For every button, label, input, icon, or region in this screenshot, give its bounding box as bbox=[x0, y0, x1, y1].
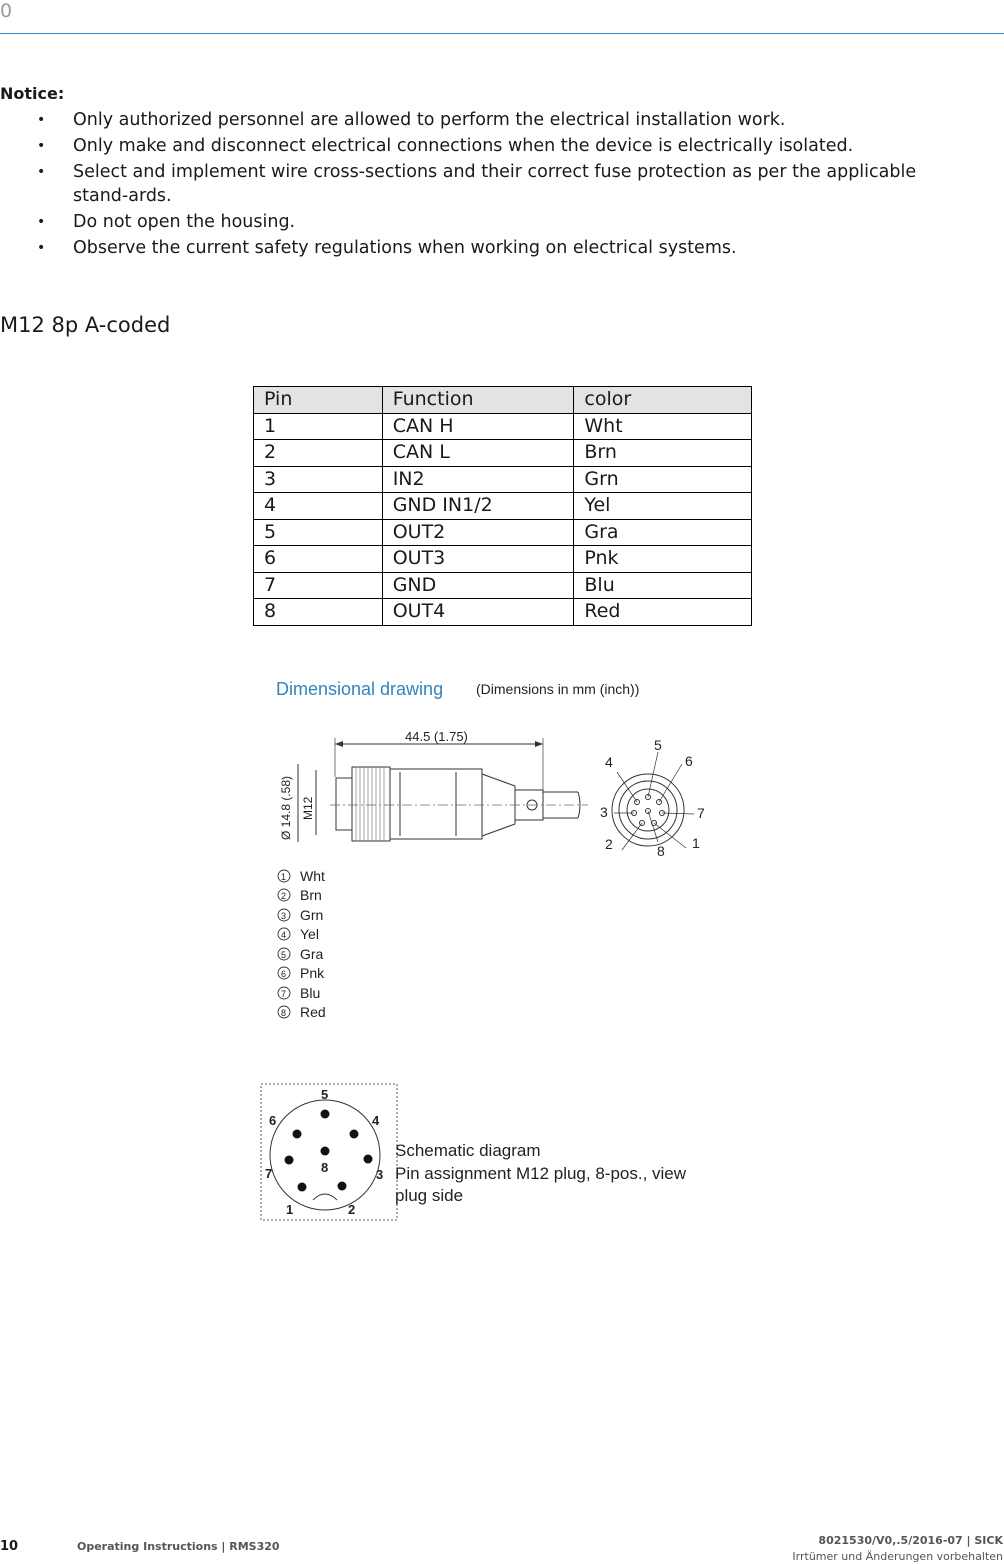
front-pin-number: 1 bbox=[692, 835, 700, 851]
table-row bbox=[254, 466, 752, 493]
front-pin-number: 6 bbox=[685, 753, 693, 769]
notice-item: • Do not open the housing. bbox=[37, 212, 296, 232]
legend-item bbox=[278, 946, 324, 962]
schematic-pin-number: 4 bbox=[372, 1113, 380, 1128]
schematic-caption-line2: Pin assignment M12 plug, 8-pos., view bbox=[395, 1164, 687, 1183]
legend-item bbox=[278, 985, 320, 1001]
pin-dot bbox=[298, 1183, 307, 1192]
function-cell: CAN L bbox=[382, 440, 574, 467]
svg-text:Brn: Brn bbox=[300, 887, 322, 903]
function-cell: GND bbox=[382, 572, 574, 599]
svg-text:Gra: Gra bbox=[300, 946, 324, 962]
connector-body bbox=[336, 767, 580, 841]
color-cell: Blu bbox=[574, 572, 752, 599]
schematic-diagram bbox=[258, 1080, 738, 1225]
pin-cell: 7 bbox=[254, 572, 383, 599]
color-legend bbox=[278, 868, 326, 1020]
svg-text:7: 7 bbox=[281, 989, 287, 999]
schematic-pin-number: 1 bbox=[286, 1202, 294, 1217]
header-rule bbox=[0, 33, 1004, 34]
front-pin-number: 5 bbox=[654, 737, 662, 753]
pin-dot bbox=[321, 1147, 330, 1156]
table-row bbox=[254, 599, 752, 626]
drawing-subtitle: (Dimensions in mm (inch)) bbox=[476, 681, 640, 697]
table-row bbox=[254, 546, 752, 573]
bullet-icon: • bbox=[37, 138, 46, 154]
front-pin-number: 4 bbox=[605, 754, 613, 770]
svg-text:Yel: Yel bbox=[300, 926, 319, 942]
notice-item: • Only make and disconnect electrical connections when the device is electrically isolated. bbox=[37, 136, 854, 156]
function-cell: CAN H bbox=[382, 413, 574, 440]
pin-cell: 5 bbox=[254, 519, 383, 546]
document-title: Operating Instructions | RMS320 bbox=[77, 1540, 280, 1553]
legend-item bbox=[278, 868, 325, 884]
page-number: 10 bbox=[0, 1539, 19, 1554]
legend-item bbox=[278, 887, 322, 903]
color-cell: Grn bbox=[574, 466, 752, 493]
legend-item bbox=[278, 907, 323, 923]
pin-dot bbox=[350, 1130, 359, 1139]
pin-dot bbox=[321, 1110, 330, 1119]
connector-front-view bbox=[612, 752, 694, 850]
table-row bbox=[254, 572, 752, 599]
legend-item bbox=[278, 1004, 326, 1020]
notice-item: • Only authorized personnel are allowed to perform the electrical installation work. bbox=[37, 110, 786, 130]
schematic-pin-number: 7 bbox=[265, 1166, 273, 1181]
front-pin-number: 8 bbox=[657, 843, 665, 859]
table-header-row bbox=[254, 387, 752, 414]
bullet-icon: • bbox=[37, 164, 46, 180]
drawing-title: Dimensional drawing bbox=[276, 679, 444, 699]
function-cell: OUT2 bbox=[382, 519, 574, 546]
front-pin-number: 3 bbox=[600, 804, 608, 820]
pin-dot bbox=[293, 1130, 302, 1139]
schematic-caption-line1: Schematic diagram bbox=[395, 1141, 541, 1160]
plug-key bbox=[313, 1194, 337, 1200]
svg-text:1: 1 bbox=[281, 872, 287, 882]
schematic-pin-number: 8 bbox=[321, 1160, 329, 1175]
notice-list bbox=[0, 108, 990, 262]
arrow-left-icon bbox=[335, 741, 343, 747]
pin-cell: 4 bbox=[254, 493, 383, 520]
pin-cell: 3 bbox=[254, 466, 383, 493]
legend-item bbox=[278, 965, 325, 981]
pin-dot bbox=[364, 1155, 373, 1164]
color-cell: Brn bbox=[574, 440, 752, 467]
schematic-pin-number: 3 bbox=[376, 1167, 384, 1182]
function-cell: OUT4 bbox=[382, 599, 574, 626]
diameter-label: Ø 14.8 (.58) bbox=[279, 775, 293, 840]
svg-text:Grn: Grn bbox=[300, 907, 324, 923]
table-row bbox=[254, 440, 752, 467]
schematic-caption-line3: plug side bbox=[395, 1186, 464, 1205]
notice-item: • Select and implement wire cross-sections and their correct fuse protection as per the applicable stand-ards. bbox=[37, 162, 917, 206]
notice-item: • Observe the current safety regulations when working on electrical systems. bbox=[37, 238, 737, 258]
schematic-pin-number: 6 bbox=[269, 1113, 277, 1128]
bullet-icon: • bbox=[37, 240, 46, 256]
color-cell: Red bbox=[574, 599, 752, 626]
page-footer bbox=[0, 1536, 1004, 1564]
svg-text:5: 5 bbox=[281, 950, 287, 960]
svg-text:6: 6 bbox=[281, 969, 287, 979]
thread-label: M12 bbox=[301, 796, 315, 820]
function-cell: GND IN1/2 bbox=[382, 493, 574, 520]
header-pin: Pin bbox=[254, 387, 383, 414]
arrow-right-icon bbox=[535, 741, 543, 747]
svg-text:3: 3 bbox=[281, 911, 287, 921]
svg-text:Blu: Blu bbox=[300, 985, 321, 1001]
table-row bbox=[254, 493, 752, 520]
schematic-pin-number: 5 bbox=[321, 1087, 329, 1102]
function-cell: IN2 bbox=[382, 466, 574, 493]
color-cell: Yel bbox=[574, 493, 752, 520]
pin-dot bbox=[338, 1182, 347, 1191]
bullet-icon: • bbox=[37, 214, 46, 230]
table-row bbox=[254, 519, 752, 546]
header-mark: 0 bbox=[0, 0, 13, 22]
svg-text:Wht: Wht bbox=[300, 868, 325, 884]
section-title: M12 8p A-coded bbox=[0, 313, 171, 337]
pin-table bbox=[253, 386, 752, 626]
table-row bbox=[254, 413, 752, 440]
header-color: color bbox=[574, 387, 752, 414]
legend-item bbox=[278, 926, 319, 942]
color-cell: Wht bbox=[574, 413, 752, 440]
plug-pins bbox=[285, 1110, 373, 1192]
svg-text:Red: Red bbox=[300, 1004, 326, 1020]
pin-dot bbox=[285, 1156, 294, 1165]
svg-text:Pnk: Pnk bbox=[300, 965, 325, 981]
header-function: Function bbox=[382, 387, 574, 414]
color-cell: Gra bbox=[574, 519, 752, 546]
svg-text:2: 2 bbox=[281, 891, 287, 901]
bullet-icon: • bbox=[37, 112, 46, 128]
pin-cell: 8 bbox=[254, 599, 383, 626]
length-label: 44.5 (1.75) bbox=[405, 729, 468, 744]
notice-title: Notice: bbox=[0, 84, 65, 103]
front-pin-number: 2 bbox=[605, 836, 613, 852]
svg-text:4: 4 bbox=[281, 930, 287, 940]
front-pin-number: 7 bbox=[697, 805, 705, 821]
dimensional-drawing bbox=[270, 672, 740, 1032]
pin-cell: 2 bbox=[254, 440, 383, 467]
disclaimer: Irrtümer und Änderungen vorbehalten bbox=[792, 1550, 1003, 1563]
function-cell: OUT3 bbox=[382, 546, 574, 573]
color-cell: Pnk bbox=[574, 546, 752, 573]
pin-cell: 1 bbox=[254, 413, 383, 440]
svg-text:8: 8 bbox=[281, 1008, 287, 1018]
document-id: 8021530/V0,.5/2016-07 | SICK bbox=[818, 1534, 1003, 1547]
pin-cell: 6 bbox=[254, 546, 383, 573]
schematic-pin-number: 2 bbox=[348, 1202, 356, 1217]
